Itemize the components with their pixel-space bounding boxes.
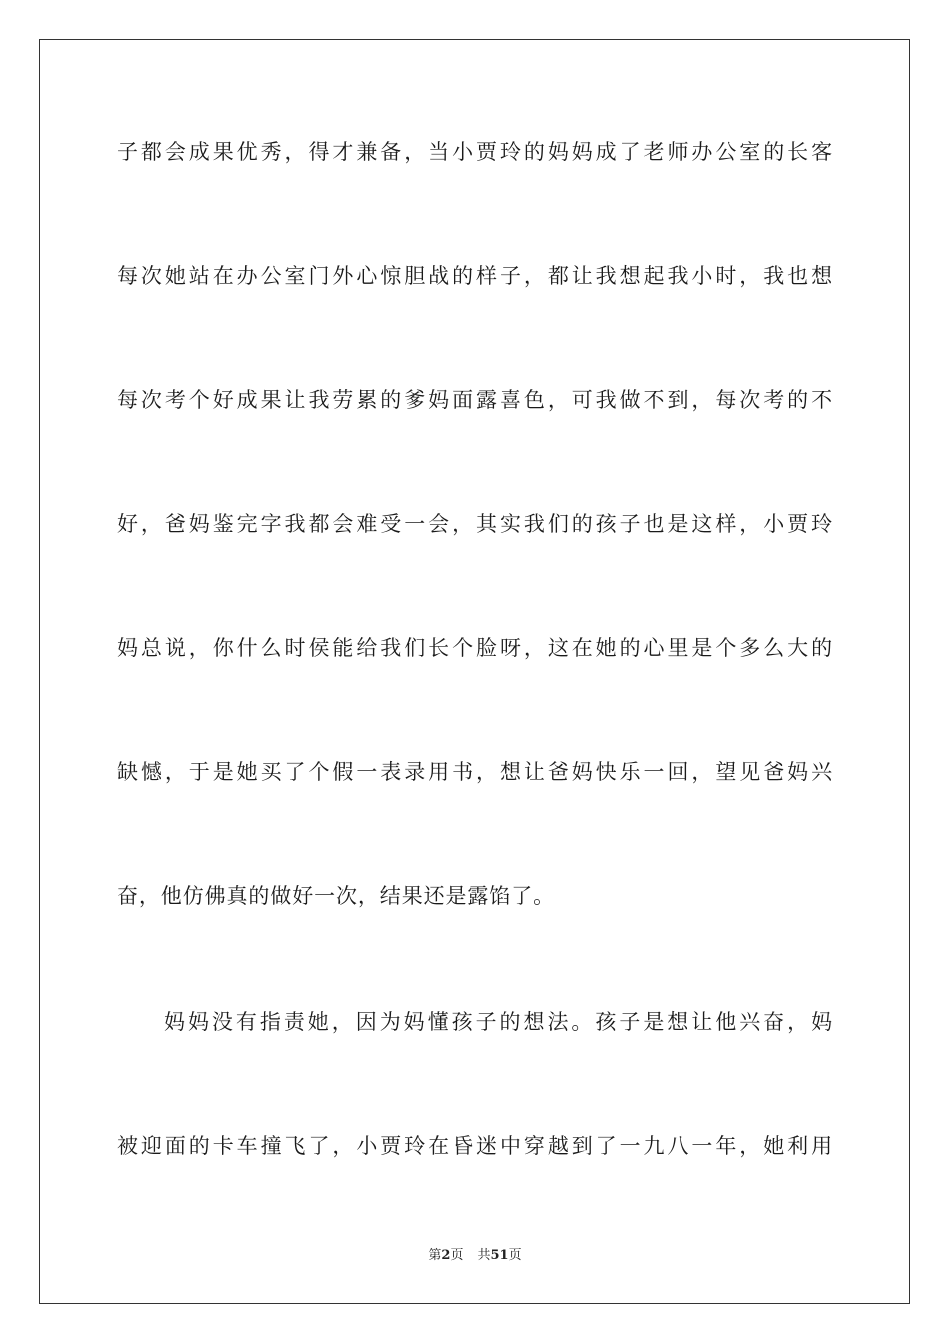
footer-page-number: 2 xyxy=(441,1248,451,1263)
text-line: 妈总说，你什么时侯能给我们长个脸呀，这在她的心里是个多么大的 xyxy=(117,636,833,660)
text-line: 每次她站在办公室门外心惊胆战的样子，都让我想起我小时，我也想 xyxy=(117,264,833,288)
footer-page-suffix: 页 xyxy=(450,1248,464,1263)
footer-total-suffix: 页 xyxy=(508,1248,522,1263)
text-line: 每次考个好成果让我劳累的爹妈面露喜色，可我做不到，每次考的不 xyxy=(117,388,833,412)
page-border xyxy=(39,39,910,1304)
footer-total-number: 51 xyxy=(490,1248,509,1263)
text-line: 子都会成果优秀，得才兼备，当小贾玲的妈妈成了老师办公室的长客 xyxy=(117,140,833,164)
text-line: 缺憾，于是她买了个假一表录用书，想让爸妈快乐一回，望见爸妈兴 xyxy=(117,760,833,784)
text-line: 奋，他仿佛真的做好一次，结果还是露馅了。 xyxy=(117,884,555,908)
page-footer xyxy=(0,1246,950,1266)
footer-total-prefix: 共 xyxy=(477,1248,491,1263)
text-line: 被迎面的卡车撞飞了，小贾玲在昏迷中穿越到了一九八一年，她利用 xyxy=(117,1134,833,1158)
footer-page-prefix: 第 xyxy=(428,1248,442,1263)
paragraph-first-line: 妈妈没有指责她，因为妈懂孩子的想法。孩子是想让他兴奋，妈 xyxy=(164,1010,833,1034)
text-line: 好，爸妈鉴完字我都会难受一会，其实我们的孩子也是这样，小贾玲 xyxy=(117,512,833,536)
